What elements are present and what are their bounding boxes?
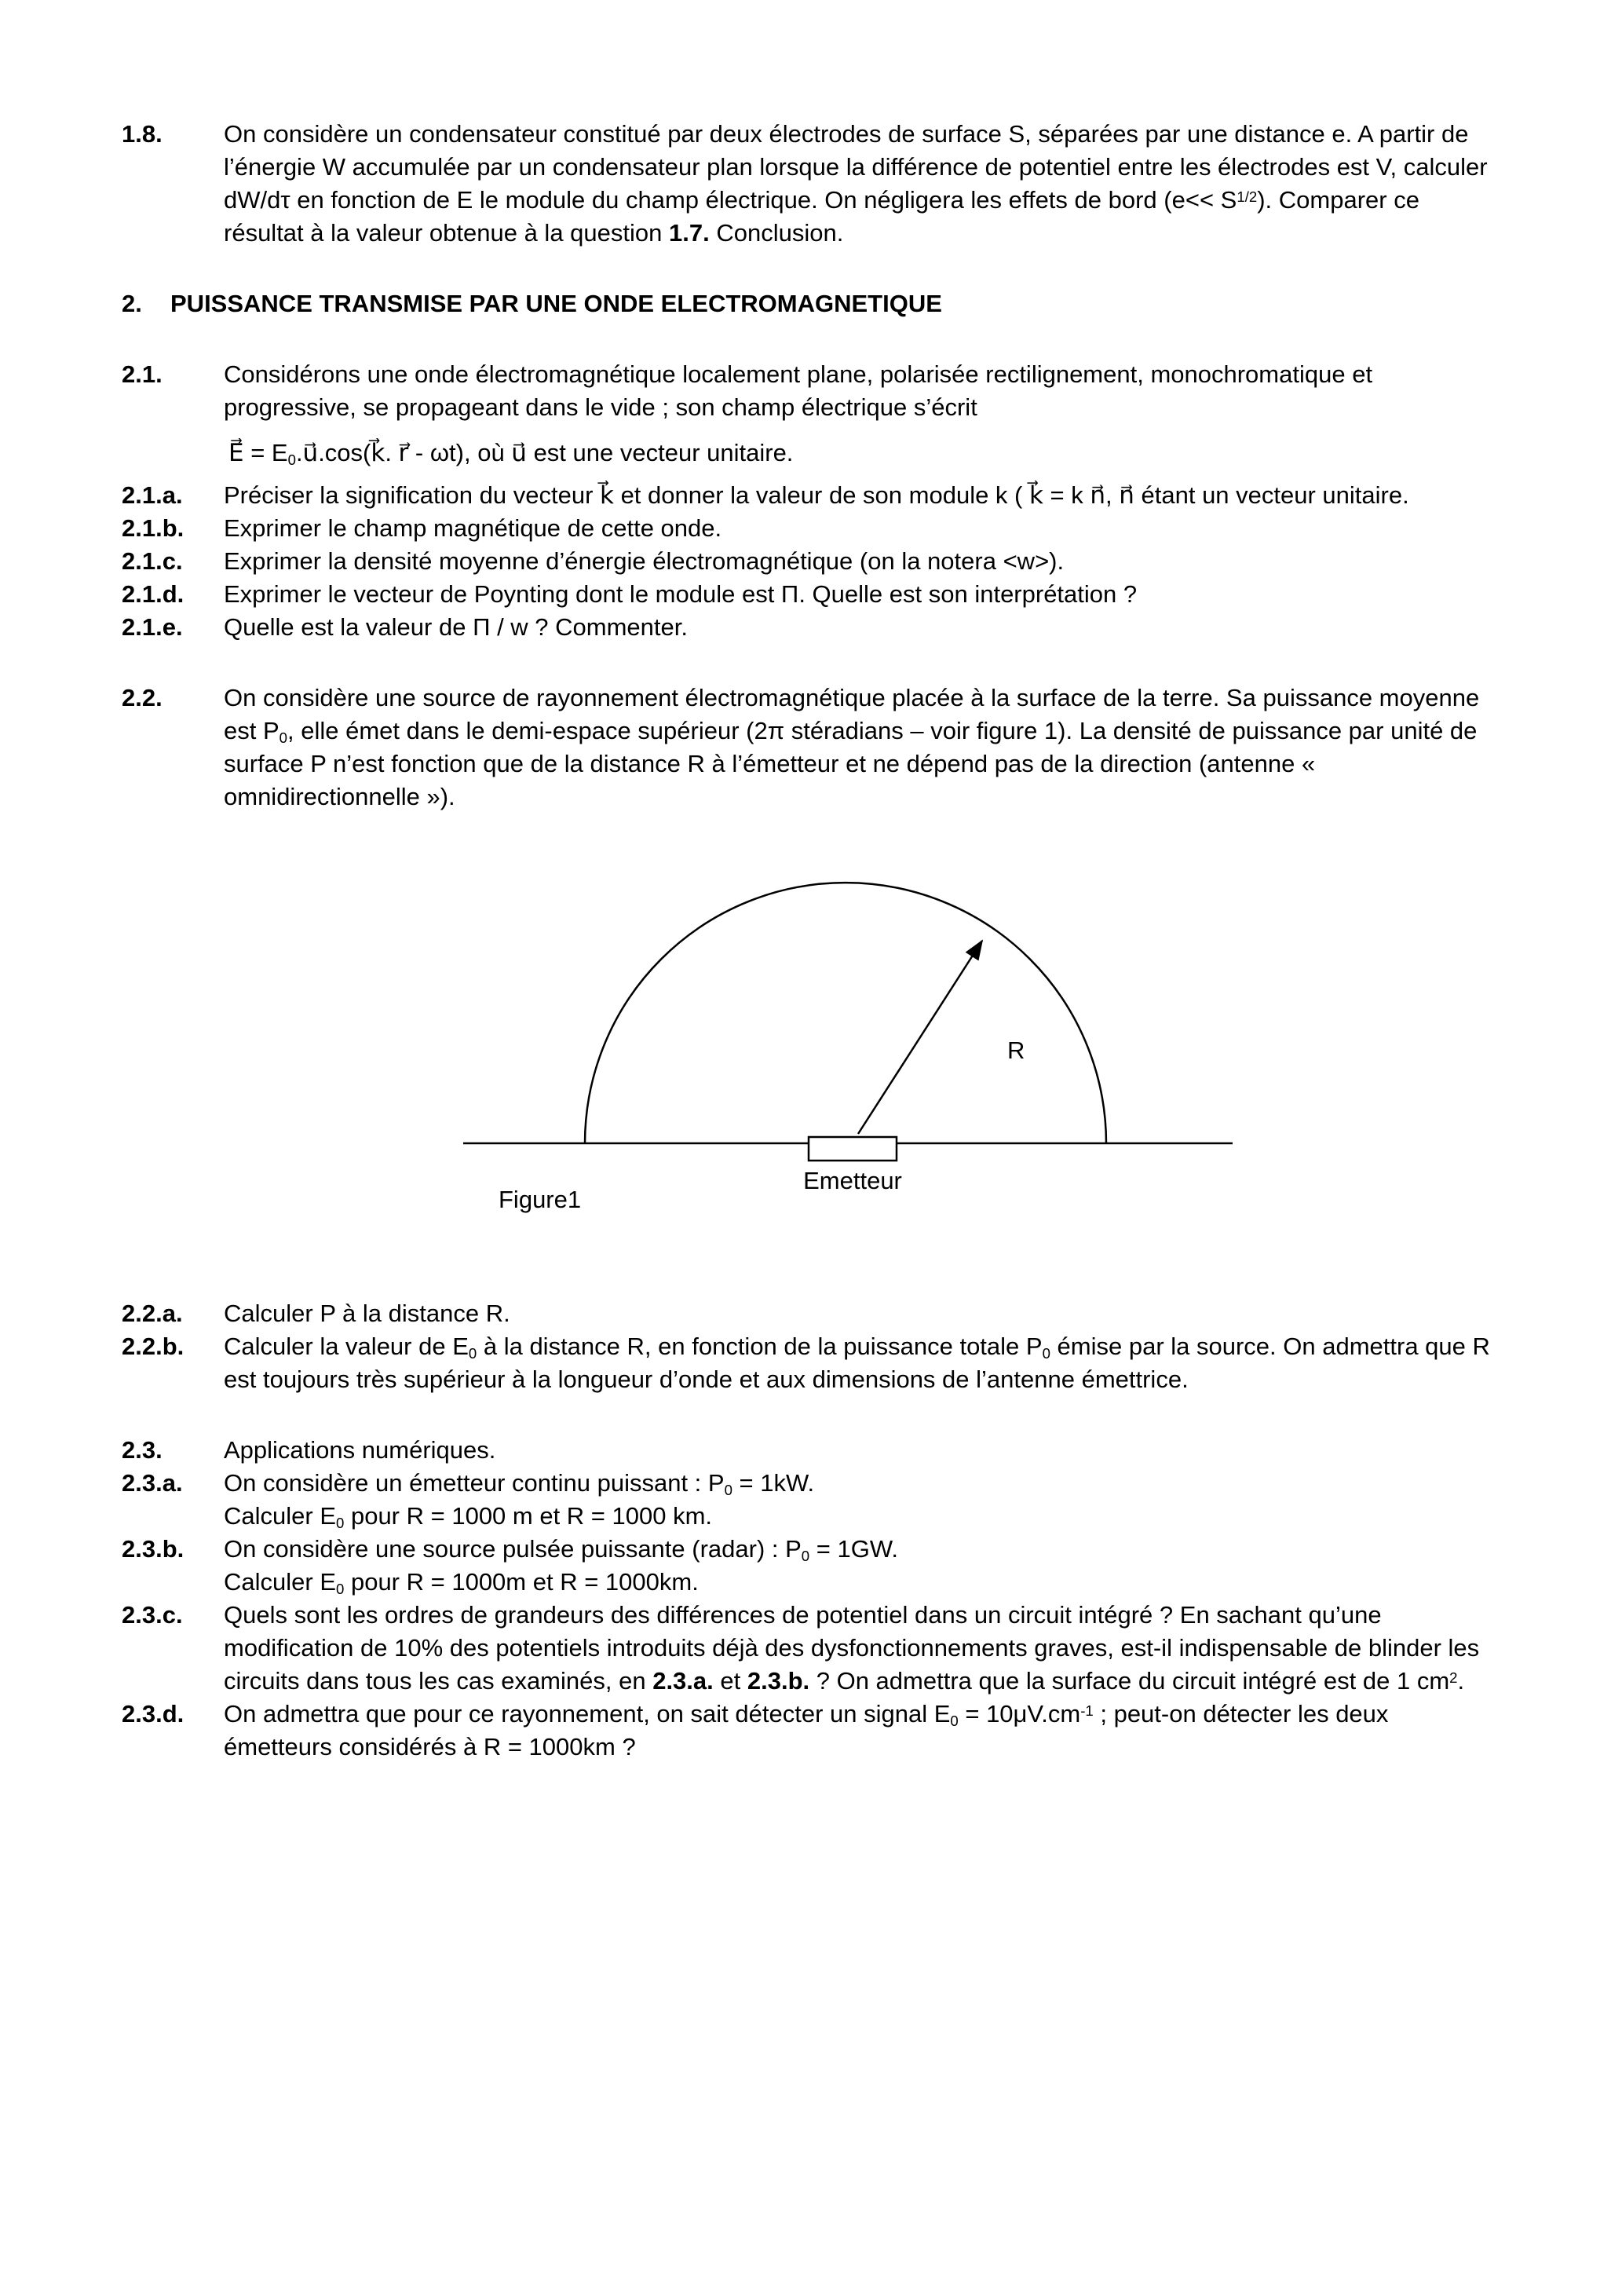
item-number: 2.1.e. (122, 613, 183, 641)
text-run: émise par la source. On admettra que R est toujours très supérieur à la longueur d’onde et aux dimensions de l’antenne émettrice. (224, 1333, 1490, 1393)
emitter-box (809, 1137, 897, 1161)
formula-run: .u⃗.cos(k⃗. r⃗ - ωt), où u⃗ est une vecteur unitaire. (295, 439, 794, 466)
item-number: 2.2.a. (122, 1300, 183, 1327)
figure-1 (122, 853, 1496, 1230)
subscript: 0 (336, 1515, 345, 1532)
question-1-8 (122, 118, 1496, 250)
text-run: à la distance R, en fonction de la puissance totale P (477, 1333, 1043, 1360)
question-2-2-b (122, 1330, 1496, 1396)
text-run: On considère une source de rayonnement électromagnétique placée à la surface de la terre. Sa puissance moyenne est P (224, 684, 1480, 744)
subscript: 0 (336, 1581, 345, 1598)
item-number: 1.8. (122, 120, 163, 148)
text-run: , elle émet dans le demi-espace supérieur (2π stéradians – voir figure 1). La densité de puissance par unité de surface P n’est fonction que de la distance R à l’émetteur et ne dépend pas de la direction (antenne « omnidirectionnelle »). (224, 717, 1478, 810)
item-number: 2.2.b. (122, 1333, 184, 1360)
emitter-label: Emetteur (803, 1167, 902, 1194)
item-number: 2.3.d. (122, 1700, 184, 1727)
second-line (224, 1566, 1496, 1599)
text-run: pour R = 1000 m et R = 1000 km. (344, 1502, 713, 1530)
bold-question-ref: 2.3.a. (652, 1667, 714, 1695)
superscript: 2 (1449, 1669, 1458, 1686)
question-2-1 (122, 358, 1496, 470)
text-run: et (713, 1667, 747, 1695)
item-number: 2.1.c. (122, 547, 183, 575)
item-number: 2.1.d. (122, 580, 184, 608)
item-number: 2.1.b. (122, 514, 184, 542)
section-2-heading (122, 287, 1496, 320)
radius-label: R (1007, 1036, 1025, 1064)
text-run: Calculer la valeur de E (224, 1333, 469, 1360)
text-run: . (1457, 1667, 1465, 1695)
text-run: Considérons une onde électromagnétique localement plane, polarisée rectilignement, monochromatique et progressive, se propageant dans le vide ; son champ électrique s’écrit (224, 360, 1373, 421)
subscript: 0 (468, 1345, 477, 1362)
question-2-1-d (122, 578, 1496, 611)
item-body (224, 1599, 1496, 1698)
text-run: On considère un émetteur continu puissant : P (224, 1469, 725, 1497)
question-2-3-c (122, 1599, 1496, 1698)
text-run: = 1GW. (809, 1535, 898, 1563)
radius-arrow (858, 941, 982, 1134)
superscript: -1 (1080, 1702, 1094, 1719)
text-run: pour R = 1000m et R = 1000km. (344, 1568, 699, 1596)
subscript: 0 (724, 1482, 732, 1499)
superscript: 1/2 (1237, 188, 1258, 205)
item-body (224, 1533, 1496, 1599)
electric-field-formula (228, 437, 1496, 470)
subscript: 0 (950, 1713, 959, 1730)
section-title: PUISSANCE TRANSMISE PAR UNE ONDE ELECTROMAGNETIQUE (170, 290, 942, 317)
item-number: 2.3.a. (122, 1469, 183, 1497)
question-2-3-b (122, 1533, 1496, 1599)
text-run: On considère une source pulsée puissante (radar) : P (224, 1535, 802, 1563)
figure-1-drawing (122, 853, 1524, 1222)
text-run: ; peut-on détecter les deux émetteurs considérés à R = 1000km ? (224, 1700, 1389, 1760)
item-number: 2.3.c. (122, 1601, 183, 1629)
text-run: On considère un condensateur constitué par deux électrodes de surface S, séparées par une distance e. A partir de l’énergie W accumulée par un condensateur plan lorsque la différence de potentiel entre les électrodes est V, calculer dW/dτ en fonction de E le module du champ électrique. On négligera les effets de bord (e<< S (224, 120, 1488, 214)
subscript: 0 (1042, 1345, 1050, 1362)
text-run: ). Comparer ce résultat à la valeur obtenue à la question (224, 186, 1419, 247)
item-body: Exprimer la densité moyenne d’énergie électromagnétique (on la notera <w>). (224, 547, 1065, 575)
subscript: 0 (801, 1548, 810, 1565)
question-2-1-b (122, 512, 1496, 545)
bold-question-ref: 1.7. (669, 219, 710, 247)
figure-caption: Figure1 (499, 1186, 582, 1213)
item-number: 2.1. (122, 360, 163, 388)
formula-run: E⃗ = E (228, 439, 288, 466)
section-number: 2. (122, 290, 142, 317)
hemisphere-arc (585, 883, 1106, 1143)
question-2-3-a (122, 1467, 1496, 1533)
subscript: 0 (287, 452, 296, 469)
text-run: Calculer E (224, 1502, 336, 1530)
item-number: 2.1.a. (122, 481, 183, 509)
text-run: = 1kW. (732, 1469, 815, 1497)
second-line (224, 1500, 1496, 1533)
item-body (224, 118, 1496, 250)
item-body: Applications numériques. (224, 1436, 496, 1464)
item-body: Exprimer le champ magnétique de cette onde. (224, 514, 722, 542)
item-number: 2.3.b. (122, 1535, 184, 1563)
item-body (224, 1467, 1496, 1533)
question-2-3-d (122, 1698, 1496, 1764)
text-run: On admettra que pour ce rayonnement, on sait détecter un signal E (224, 1700, 951, 1727)
question-2-3 (122, 1434, 1496, 1467)
item-number: 2.2. (122, 684, 163, 711)
text-run: = 10μV.cm (958, 1700, 1081, 1727)
text-run: Calculer E (224, 1568, 336, 1596)
item-body: Calculer P à la distance R. (224, 1300, 510, 1327)
item-body: Exprimer le vecteur de Poynting dont le module est Π. Quelle est son interprétation ? (224, 580, 1138, 608)
item-number: 2.3. (122, 1436, 163, 1464)
question-2-1-c (122, 545, 1496, 578)
text-run: Conclusion. (709, 219, 844, 247)
item-body (224, 358, 1496, 470)
bold-question-ref: 2.3.b. (747, 1667, 810, 1695)
item-body: Préciser la signification du vecteur k⃗ et donner la valeur de son module k ( k⃗ = k n⃗, n⃗ étant un vecteur unitaire. (224, 481, 1409, 509)
item-body: Quelle est la valeur de Π / w ? Commenter. (224, 613, 688, 641)
text-run: ? On admettra que la surface du circuit intégré est de 1 cm (809, 1667, 1450, 1695)
item-body (224, 682, 1496, 813)
item-body (224, 1330, 1496, 1396)
question-2-1-e (122, 611, 1496, 644)
question-2-2 (122, 682, 1496, 813)
subscript: 0 (279, 729, 287, 747)
item-body (224, 1698, 1496, 1764)
question-2-1-a (122, 479, 1496, 512)
question-2-2-a (122, 1297, 1496, 1330)
text-run: Quels sont les ordres de grandeurs des différences de potentiel dans un circuit intégré ? En sachant qu’une modification de 10% des potentiels introduits déjà des dysfonctionnements graves, est-il indispensable de blinder les circuits dans tous les cas examinés, en (224, 1601, 1480, 1695)
